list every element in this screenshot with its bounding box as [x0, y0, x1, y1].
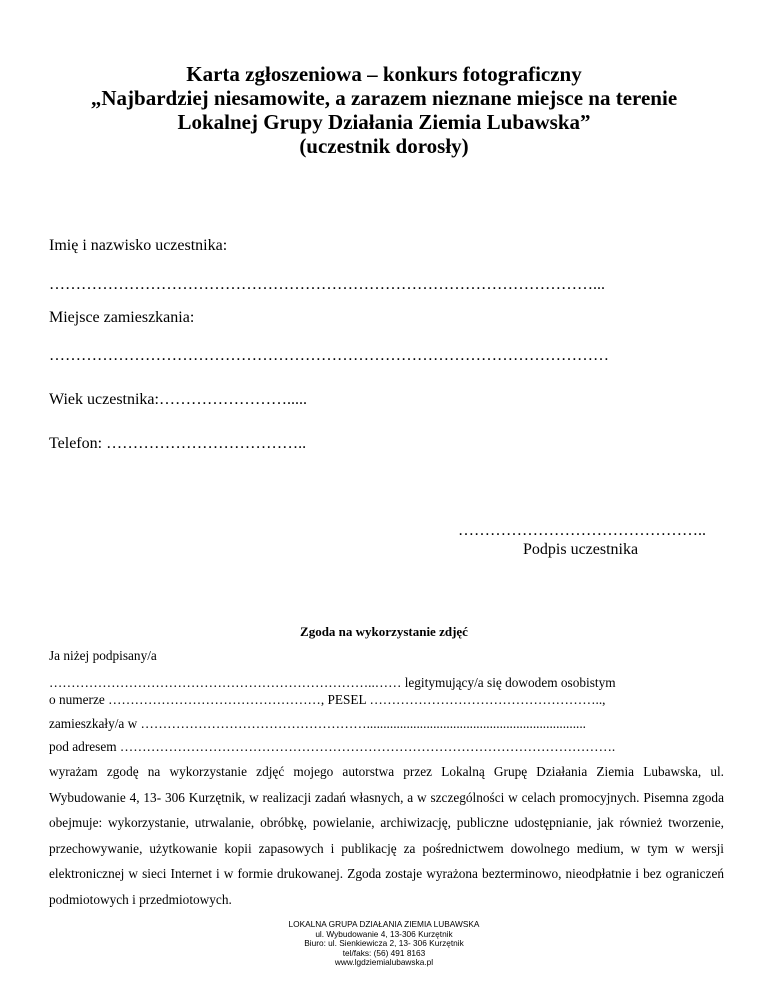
title-line-2: „Najbardziej niesamowite, a zarazem nieznane miejsce na terenie	[90, 86, 678, 110]
footer-office: Biuro: ul. Sienkiewicza 2, 13- 306 Kurzętnik	[304, 938, 464, 949]
consent-intro: Ja niżej podpisany/a	[49, 648, 157, 663]
consent-paragraph: wyrażam zgodę na wykorzystanie zdjęć mojego autorstwa przez Lokalną Grupę Działania Ziemia Lubawska, ul. Wybudowanie 4, 13- 306 Kurzętnik, w realizacji zadań własnych, a w szczególności w celach promocyjnych. Pisemna zgoda obejmuje: wykorzystanie, utrwalanie, obróbkę, powielanie, archiwizację, publiczne udostępnianie, jak również tworzenie, przechowywanie, użytkowanie kopii zapasowych i publikację za pośrednictwem dowolnego medium, w tym w wersji elektronicznej w sieci Internet i w formie drukowanej. Zgoda zostaje wyrażona bezterminowo, nieodpłatnie i bez ograniczeń podmiotowych i przedmiotowych.	[49, 764, 724, 907]
consent-line-1: ………………………………………………………………..…… legitymujący/a się dowodem osobistym	[49, 675, 616, 690]
document-title	[0, 62, 768, 158]
consent-line-3: zamieszkały/a w ……………………………………………..................................................................	[49, 716, 587, 731]
title-line-4: (uczestnik dorosły)	[299, 134, 469, 158]
residence-field: ……………………………………………………………………………………………	[49, 347, 609, 364]
footer-website: www.lgdziemialubawska.pl	[334, 957, 434, 968]
name-field: …………………………………………………………………………………………...	[49, 276, 605, 293]
age-field: Wiek uczestnika:…………………….....	[49, 391, 307, 408]
consent-heading: Zgoda na wykorzystanie zdjęć	[300, 624, 468, 639]
signature-line: ………………………………………..	[458, 522, 706, 539]
title-line-1: Karta zgłoszeniowa – konkurs fotograficzny	[186, 62, 582, 86]
residence-label: Miejsce zamieszkania:	[49, 309, 195, 326]
title-line-3: Lokalnej Grupy Działania Ziemia Lubawska”	[177, 110, 591, 134]
footer-phone: tel/faks: (56) 491 8163	[342, 947, 426, 958]
footer-address: ul. Wybudowanie 4, 13-306 Kurzętnik	[315, 928, 453, 939]
consent-line-2: o numerze …………………………………………, PESEL ……………………………………………..,	[49, 692, 606, 707]
signature-label: Podpis uczestnika	[523, 541, 639, 558]
footer	[0, 920, 768, 968]
footer-org: LOKALNA GRUPA DZIAŁANIA ZIEMIA LUBAWSKA	[288, 919, 480, 929]
phone-field: Telefon: ………………………………..	[49, 435, 307, 452]
consent-line-4: pod adresem ………………………………………………………………………………………………….	[49, 739, 616, 754]
name-label: Imię i nazwisko uczestnika:	[49, 237, 228, 254]
